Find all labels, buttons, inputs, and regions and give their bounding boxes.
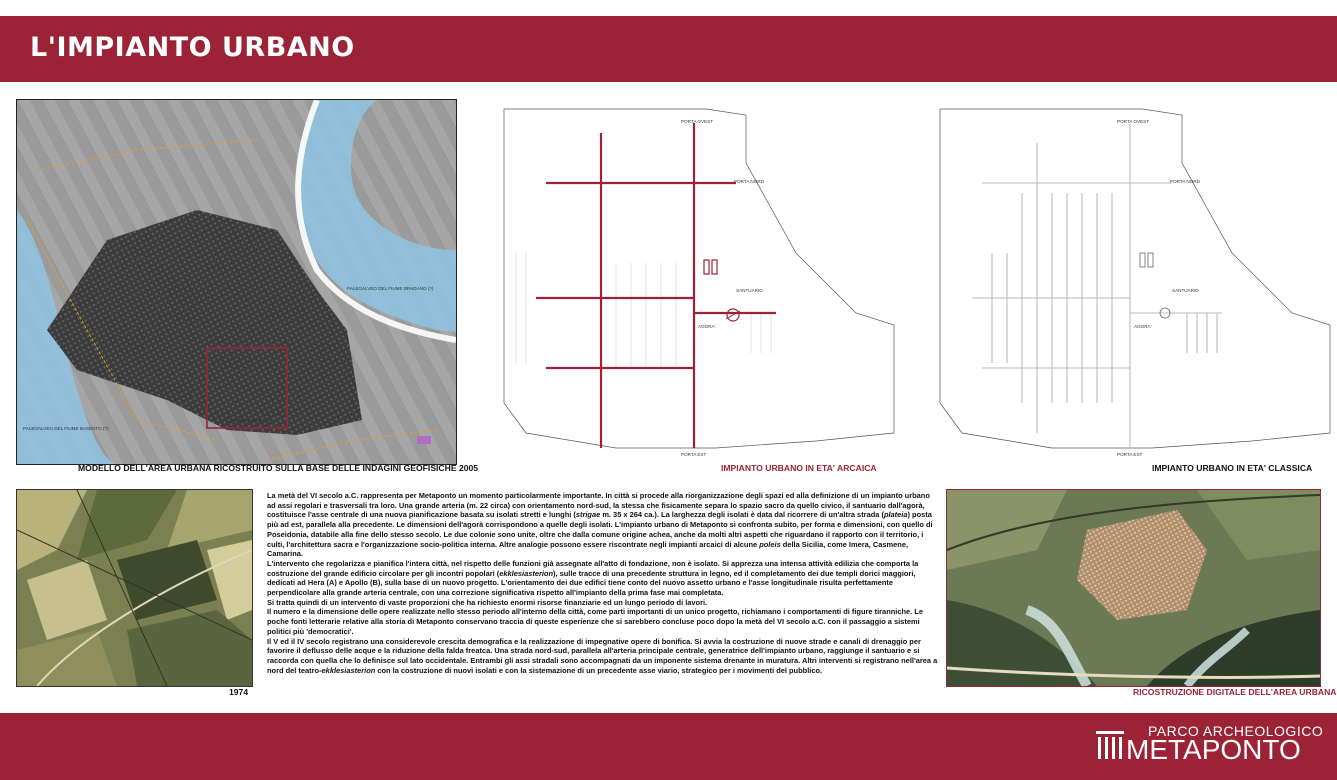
archaic-plan-drawing [496, 103, 898, 461]
label-porta-ovest-arcaica: PORTA OVEST [681, 119, 713, 124]
label-paleoalveo-basento: PALEOALVEO DEL FIUME BASENTO (?) [23, 426, 109, 431]
digital-reconstruction-image [947, 490, 1320, 686]
caption-archaic-plan: IMPIANTO URBANO IN ETA' ARCAICA [721, 463, 877, 473]
aerial-photo-1974 [16, 489, 253, 687]
label-porta-est-arcaica: PORTA EST [681, 452, 707, 457]
label-paleoalveo-bradano: PALEOALVEO DEL FIUME BRADANO (?) [347, 286, 434, 291]
label-agora-classica: AGORA' [1134, 324, 1152, 329]
label-santuario-classica: SANTUARIO [1172, 288, 1199, 293]
label-porta-nord-classica: PORTA NORD [1170, 179, 1200, 184]
digital-reconstruction [946, 489, 1321, 687]
caption-geophysical-model: MODELLO DELL'AREA URBANA RICOSTRUITO SULLA BASE DELLE INDAGINI GEOFISICHE 2005 [78, 463, 479, 473]
columns-icon [1096, 729, 1124, 761]
label-santuario-arcaica: SANTUARIO [736, 288, 763, 293]
classical-plan-drawing [932, 103, 1334, 461]
logo-line-1: PARCO ARCHEOLOGICO [1148, 723, 1324, 739]
paragraph-1: La metà del VI secolo a.C. rappresenta per Metaponto un momento particolarmente importante. In città si procede alla riorganizzazione degli spazi ed alla definizione di un impianto urbano ad assi regolari e trasversali tra loro. Una grande arteria (m. 22 circa) con orientamento nord-sud, la stessa che fisicamente separa lo spazio sacro da quello civico, il santuario dall'agorà, costituisce l'asse centrale di una nuova pianificazione basata su isolati stretti e lunghi (strigae m. 35 x 264 ca.). La larghezza degli isolati è data dal ricorrere di un'altra strada (plateia) posta più ad est, parallela alla precedente. Le dimensioni dell'agorà corrispondono a quelle degli isolati. L'impianto urbano di Metaponto si confronta subito, per forma e dimensioni, con quello di Poseidonia, databile alla fine dello stesso secolo. Le due colonie sono unite, oltre che dalla comune origine achea, anche da molti altri aspetti che riguardano il rapporto con il territorio, i culti, l'architettura sacra e l'organizzazione socio-politica interna. Altre analogie possono essere riscontrate negli impianti arcaici di alcune poleis della Sicilia, come Imera, Casmene, Camarina. [267, 491, 933, 559]
caption-digital-reconstruction: RICOSTRUZIONE DIGITALE DELL'AREA URBANA [1133, 687, 1337, 697]
caption-1974: 1974 [229, 687, 249, 697]
paragraph-2: L'intervento che regolarizza e pianifica l'intera città, nel rispetto delle funzioni già assegnate all'atto di fondazione, non è isolato. Si apprezza una intensa attività edilizia che comporta la costruzione del grande edificio circolare per gli incontri popolari (ekklesiasterion), sulle tracce di una precedente struttura in legno, ed il completamento dei due templi dorici maggiori, dedicati ad Hera (A) e Apollo (B), sulla base di un nuovo progetto. L'orientamento dei due edifici tiene conto del nuovo assetto urbano e l'asse longitudinale risulta perfettamente perpendicolare alla grande arteria centrale, con una correzione significativa rispetto all'impianto della prima fase mai completata. [267, 558, 919, 598]
page-title: L'IMPIANTO URBANO [30, 32, 355, 63]
label-porta-est-classica: PORTA EST [1117, 452, 1143, 457]
label-agora-arcaica: AGORA' [698, 324, 716, 329]
logo-line-2: METAPONTO [1126, 734, 1301, 765]
park-logo [1096, 721, 1324, 767]
label-porta-nord-arcaica: PORTA NORD [734, 179, 764, 184]
paragraph-5: Il V ed il IV secolo registrano una considerevole crescita demografica e la realizzazione di impegnative opere di bonifica. Si avvia la costruzione di nuove strade e canali di drenaggio per favorire il deflusso delle acque e la riduzione della falda freatca. Una strada nord-sud, parallela all'arteria principale centrale, generatrice dell'impianto urbano, raggiunge il santuario e si raccorda con quella che lo definisce sul lato occidentale. Entrambi gli assi stradali sono accompagnati da un imponente sistema drenante in muratura. Altri interventi si registrano nell'area a nord del teatro-ekklesiasterion con la costruzione di nuovi isolati e con la sistemazione di un precedente asse viario, strategico per i movimenti del pubblico. [267, 636, 938, 675]
caption-classical-plan: IMPIANTO URBANO IN ETA' CLASSICA [1152, 463, 1313, 473]
geophysical-model-image [17, 100, 456, 464]
geophysical-model-map [16, 99, 457, 465]
archaic-plan-map [496, 103, 898, 461]
label-castrum-romano: CASTRUM ROMANO [227, 418, 272, 423]
header-bar [0, 16, 1337, 82]
body-text [267, 491, 939, 675]
label-porta-ovest-classica: PORTA OVEST [1117, 119, 1149, 124]
aerial-photo-1974-image [17, 490, 252, 686]
paragraph-4: Il numero e la dimensione delle opere realizzate nello stesso periodo all'interno della città, come parti importanti di un unico progetto, richiamano i comportamenti di figure tiranniche. Le poche fonti letterarie relative alla storia di Metaponto conservano traccia di queste esperienze che si sarebbero concluse poco dopo la metà del VI secolo a.C. con il passaggio a sistemi politici più 'democratici'. [267, 607, 923, 636]
classical-plan-map [932, 103, 1334, 461]
paragraph-3: Si tratta quindi di un intervento di vaste proporzioni che ha richiesto enormi risorse finanziarie ed un lungo periodo di lavori. [267, 597, 708, 607]
